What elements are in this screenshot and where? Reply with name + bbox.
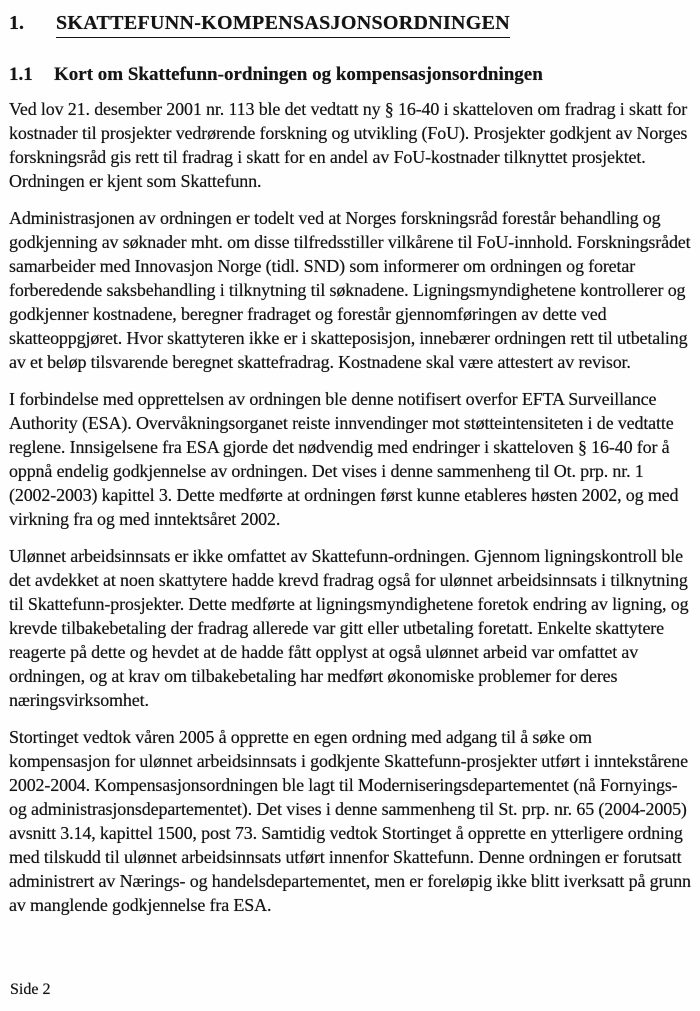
page-number: Side 2	[10, 981, 51, 998]
paragraph-4: Ulønnet arbeidsinnsats er ikke omfattet av Skattefunn-ordningen. Gjennom ligningskontroll ble det avdekket at noen skattytere hadde krevd fradrag også for ulønnet arbeidsinnsats i tilknytning til Skattefunn-prosjekter. Dette medførte at ligningsmyndighetene foretok endring av ligning, og krevde tilbakebetaling der fradrag allerede var gitt eller utbetaling foretatt. Enkelte skattytere reagerte på dette og hevdet at de hadde fått opplyst at også ulønnet arbeid var omfattet av ordningen, og at krav om tilbakebetaling har medført økonomiske problemer for deres næringsvirksomhet.	[9, 546, 689, 710]
section-1-1-number: 1.1	[9, 64, 33, 85]
section-heading-1-1	[9, 62, 692, 87]
paragraph-1: Ved lov 21. desember 2001 nr. 113 ble det vedtatt ny § 16-40 i skatteloven om fradrag i skatt for kostnader til prosjekter vedrørende forskning og utvikling (FoU). Prosjekter godkjent av Norges forskningsråd gis rett til fradrag i skatt for en andel av FoU-kostnader tilknyttet prosjektet. Ordningen er kjent som Skattefunn.	[9, 99, 688, 191]
section-1-number: 1.	[9, 12, 24, 34]
paragraph-2: Administrasjonen av ordningen er todelt ved at Norges forskningsråd forestår behandling og godkjenning av søknader mht. om disse tilfredsstiller vilkårene til FoU-innhold. Forskningsrådet samarbeider med Innovasjon Norge (tidl. SND) som informerer om ordningen og foretar forberedende saksbehandling i tilknytning til søknadene. Ligningsmyndighetene kontrollerer og godkjenner kostnadene, beregner fradraget og forestår gjennomføringen av dette ved skatteoppgjøret. Hvor skattyteren ikke er i skatteposisjon, innebærer ordningen rett til utbetaling av et beløp tilsvarende beregnet skattefradrag. Kostnadene skal være attestert av revisor.	[9, 208, 691, 372]
paragraph-3: I forbindelse med opprettelsen av ordningen ble denne notifisert overfor EFTA Surveillance Authority (ESA). Overvåkningsorganet reiste innvendinger mot støtteintensiteten i de vedtatte reglene. Innsigelsene fra ESA gjorde det nødvendig med endringer i skatteloven § 16-40 for å oppnå endelig godkjennelse av ordningen. Det vises i denne sammenheng til Ot. prp. nr. 1 (2002-2003) kapittel 3. Dette medførte at ordningen først kunne etableres høsten 2002, og med virkning fra og med inntektsåret 2002.	[9, 389, 679, 529]
section-1-title: SKATTEFUNN-KOMPENSASJONSORDNINGEN	[56, 10, 510, 38]
section-1-1-title: Kort om Skattefunn-ordningen og kompensasjonsordningen	[54, 64, 543, 85]
paragraph-5: Stortinget vedtok våren 2005 å opprette en egen ordning med adgang til å søke om kompensasjon for ulønnet arbeidsinnsats i godkjente Skattefunn-prosjekter utført i inntekstårene 2002-2004. Kompensasjonsordningen ble lagt til Moderniseringsdepartementet (nå Fornyings- og administrasjonsdepartementet). Det vises i denne sammenheng til St. prp. nr. 65 (2004-2005) avsnitt 3.14, kapittel 1500, post 73. Samtidig vedtok Stortinget å opprette en ytterligere ordning med tilskudd til ulønnet arbeidsinnsats utført innenfor Skattefunn. Denne ordningen er forutsatt administrert av Nærings- og handelsdepartementet, men er foreløpig ikke blitt iverksatt på grunn av manglende godkjennelse fra ESA.	[9, 727, 691, 915]
section-heading-1	[9, 10, 692, 38]
document-body	[9, 97, 692, 917]
